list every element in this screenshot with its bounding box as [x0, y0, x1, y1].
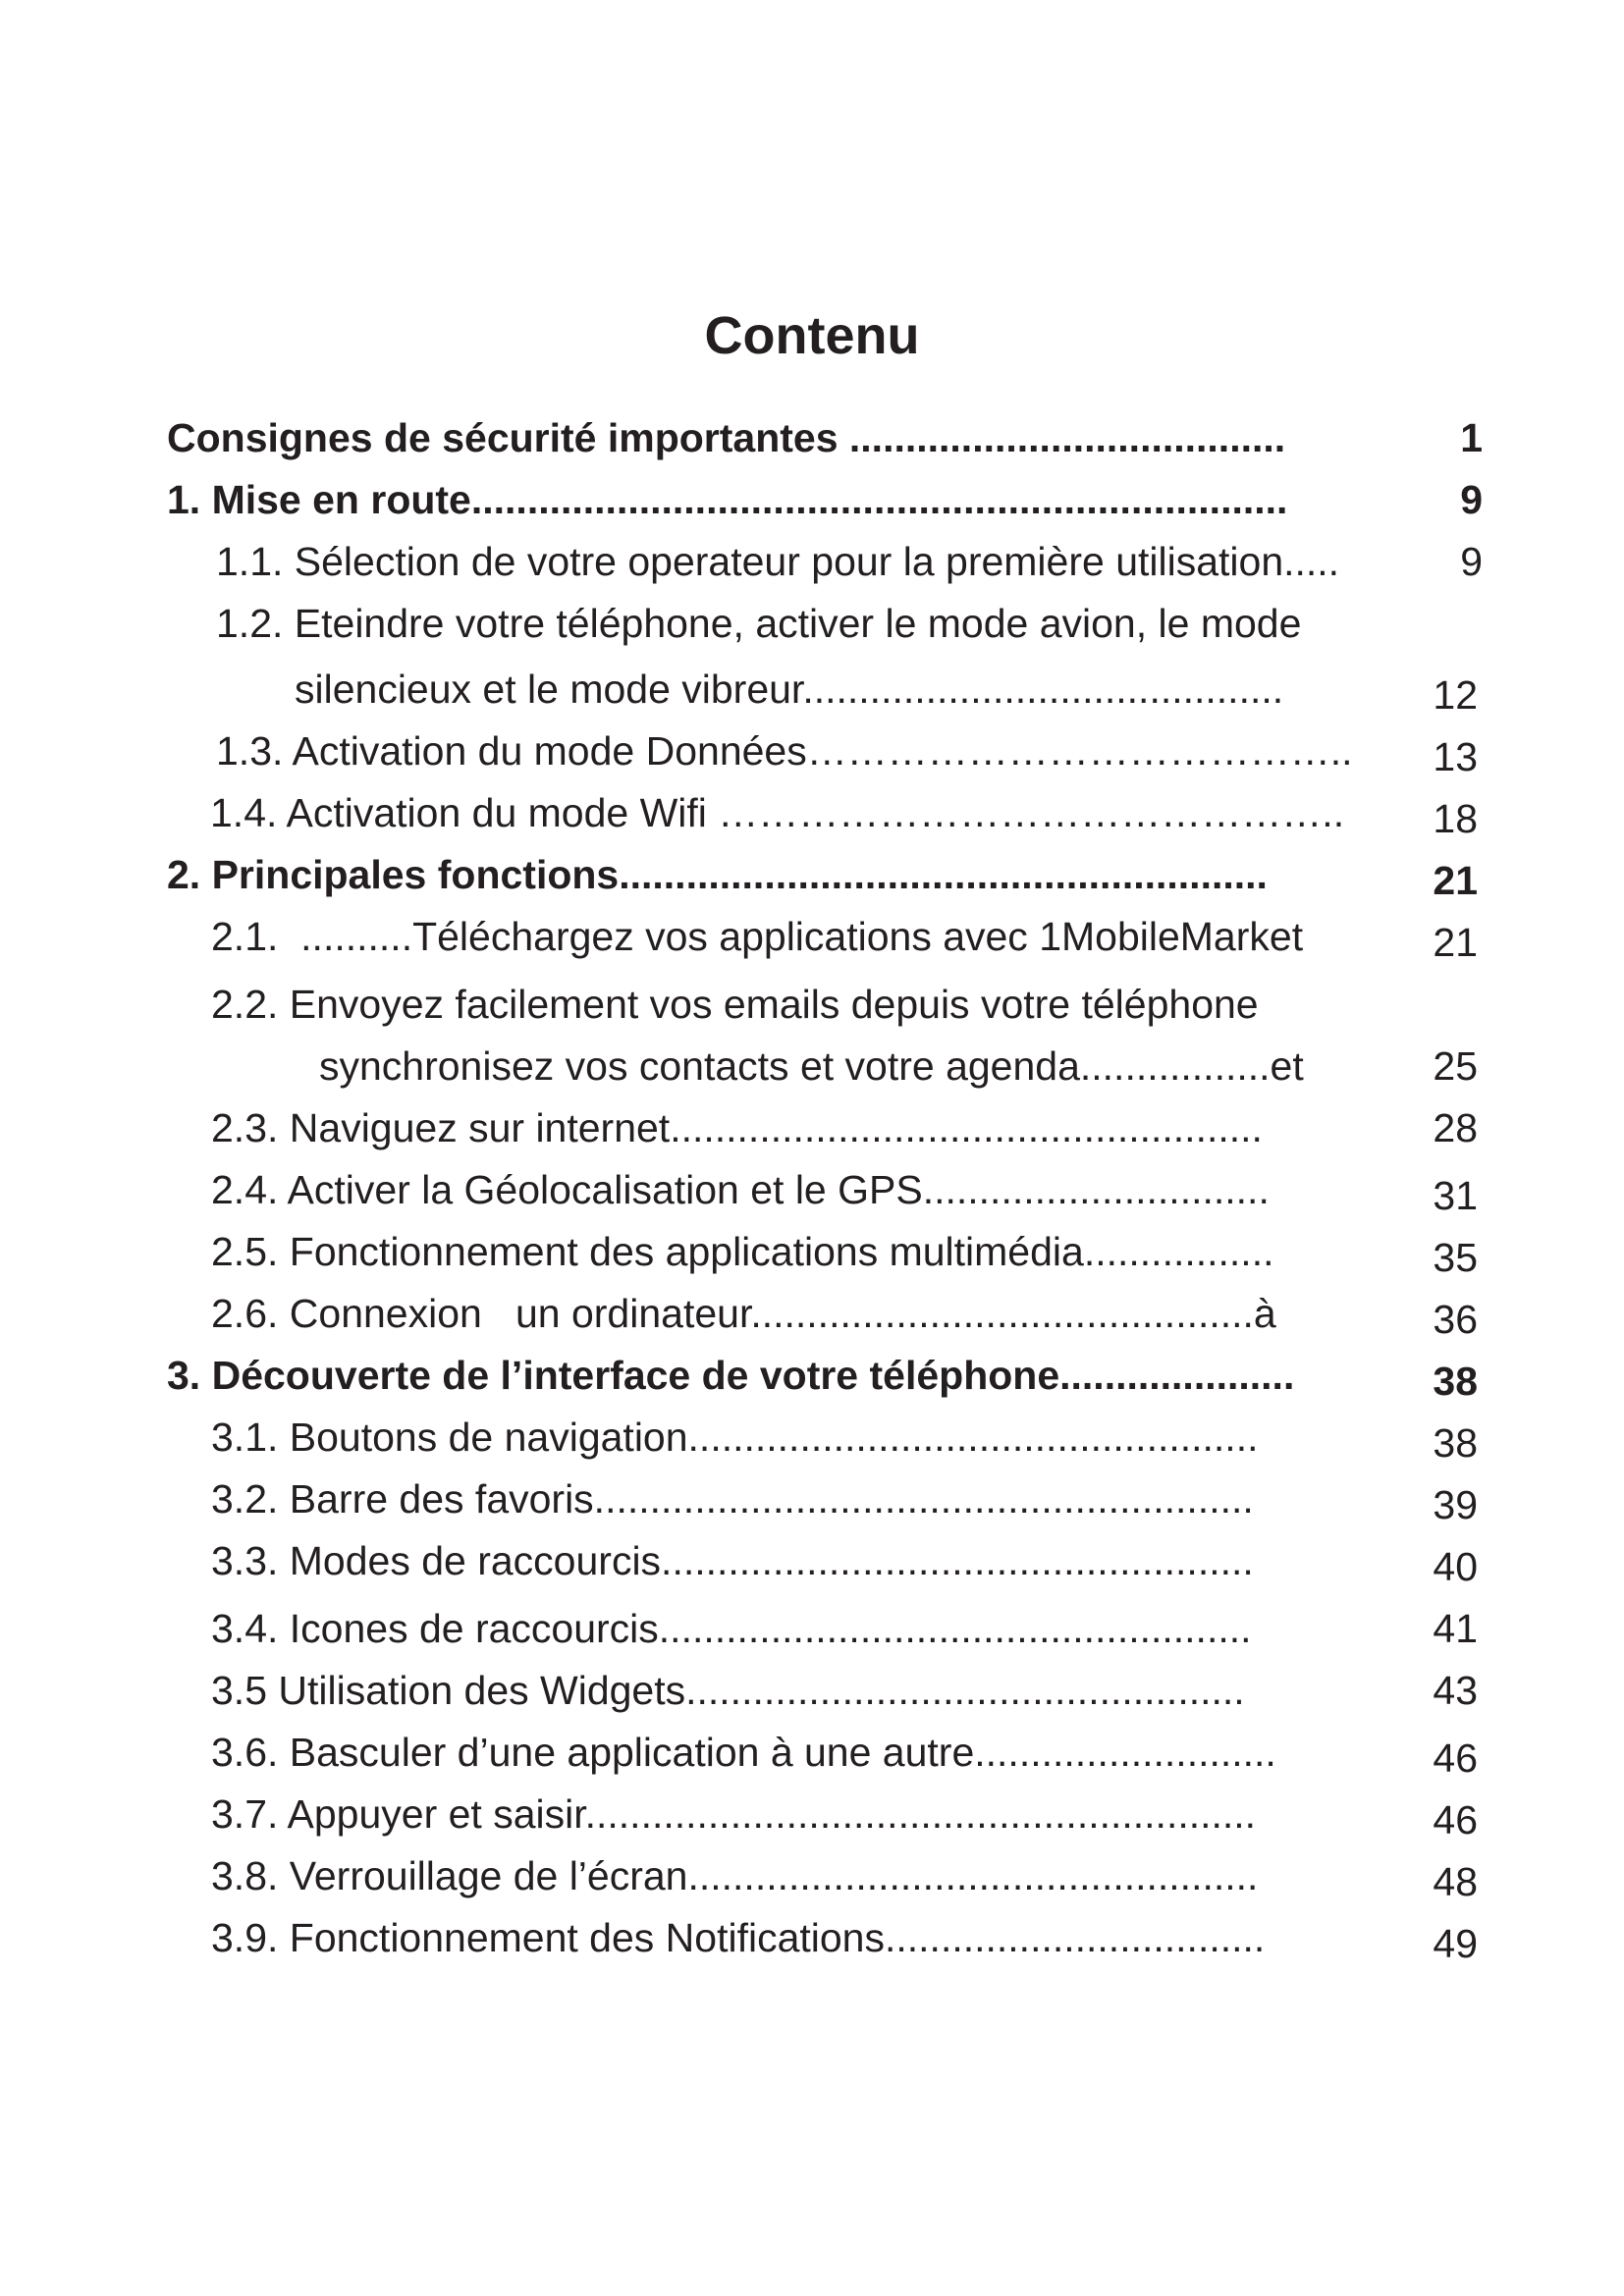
toc-page-number: 49: [1433, 1921, 1478, 1966]
toc-page-number: 1: [1460, 415, 1483, 460]
toc-entry-3-8[interactable]: 3.8. Verrouillage de l’écran...................................................: [211, 1853, 1259, 1898]
toc-page-number: 46: [1433, 1797, 1478, 1842]
toc-page-number: 21: [1433, 920, 1478, 965]
toc-page-number: 25: [1433, 1043, 1478, 1089]
toc-entry-3-1[interactable]: 3.1. Boutons de navigation...................................................: [211, 1415, 1259, 1460]
toc-entry-3-3[interactable]: 3.3. Modes de raccourcis.....................................................: [211, 1538, 1254, 1583]
toc-entry-2-6[interactable]: 2.6. Connexion un ordinateur.............................................à: [211, 1291, 1276, 1336]
toc-page-number: 43: [1433, 1668, 1478, 1713]
toc-entry-3-5[interactable]: 3.5 Utilisation des Widgets..................................................: [211, 1668, 1245, 1713]
toc-entry-1-3[interactable]: 1.3. Activation du mode Données…………………………………..: [216, 728, 1353, 774]
toc-entry-1-4[interactable]: 1.4. Activation du mode Wifi ………………………………………..: [210, 790, 1345, 835]
toc-entry-3-7[interactable]: 3.7. Appuyer et saisir............................................................: [211, 1791, 1257, 1837]
toc-entry-3-6[interactable]: 3.6. Basculer d’une application à une autre...........................: [211, 1730, 1276, 1775]
toc-page-number: 18: [1433, 796, 1478, 841]
toc-page-number: 38: [1433, 1420, 1478, 1466]
toc-page-number: 38: [1433, 1359, 1478, 1404]
toc-entry-decouverte-interface[interactable]: 3. Découverte de l’interface de votre téléphone.....................: [167, 1353, 1295, 1398]
toc-entry-mise-en-route[interactable]: 1. Mise en route.........................................................................: [167, 477, 1288, 522]
toc-entry-2-5[interactable]: 2.5. Fonctionnement des applications multimédia.................: [211, 1229, 1274, 1274]
toc-page-number: 46: [1433, 1735, 1478, 1781]
toc-page-number: 41: [1433, 1606, 1478, 1651]
toc-entry-consignes[interactable]: Consignes de sécurité importantes .......................................: [167, 415, 1286, 460]
toc-entry-2-2[interactable]: 2.2. Envoyez facilement vos emails depuis votre téléphone: [211, 982, 1259, 1027]
toc-page-number: 39: [1433, 1482, 1478, 1527]
toc-entry-2-3[interactable]: 2.3. Naviguez sur internet.....................................................: [211, 1105, 1263, 1150]
toc-entry-1-2[interactable]: 1.2. Eteindre votre téléphone, activer le mode avion, le mode: [216, 601, 1302, 646]
page-title: Contenu: [704, 306, 920, 365]
toc-entry-2-2-continued[interactable]: synchronisez vos contacts et votre agenda.................et: [319, 1043, 1304, 1089]
toc-page-number: 13: [1433, 734, 1478, 779]
toc-entry-1-2-continued[interactable]: silencieux et le mode vibreur...........................................: [295, 667, 1284, 712]
toc-entry-3-9[interactable]: 3.9. Fonctionnement des Notifications..................................: [211, 1915, 1266, 1960]
toc-page-number: 21: [1433, 858, 1478, 903]
toc-page-number: 9: [1460, 539, 1483, 584]
toc-page-number: 31: [1433, 1173, 1478, 1218]
toc-page-number: 12: [1433, 672, 1478, 718]
toc-entry-1-1[interactable]: 1.1. Sélection de votre operateur pour la première utilisation.....: [216, 539, 1340, 584]
toc-page-number: 48: [1433, 1859, 1478, 1904]
toc-entry-3-4[interactable]: 3.4. Icones de raccourcis.....................................................: [211, 1606, 1252, 1651]
toc-page-number: 36: [1433, 1297, 1478, 1342]
toc-page-number: 28: [1433, 1105, 1478, 1150]
toc-page-number: 9: [1460, 477, 1483, 522]
toc-page-number: 40: [1433, 1544, 1478, 1589]
toc-entry-2-1[interactable]: 2.1. ..........Téléchargez vos applications avec 1MobileMarket: [211, 914, 1304, 959]
toc-page-number: 35: [1433, 1235, 1478, 1280]
toc-entry-2-4[interactable]: 2.4. Activer la Géolocalisation et le GPS...............................: [211, 1167, 1270, 1212]
toc-entry-principales-fonctions[interactable]: 2. Principales fonctions..........................................................: [167, 852, 1268, 897]
toc-entry-3-2[interactable]: 3.2. Barre des favoris...........................................................: [211, 1476, 1254, 1522]
